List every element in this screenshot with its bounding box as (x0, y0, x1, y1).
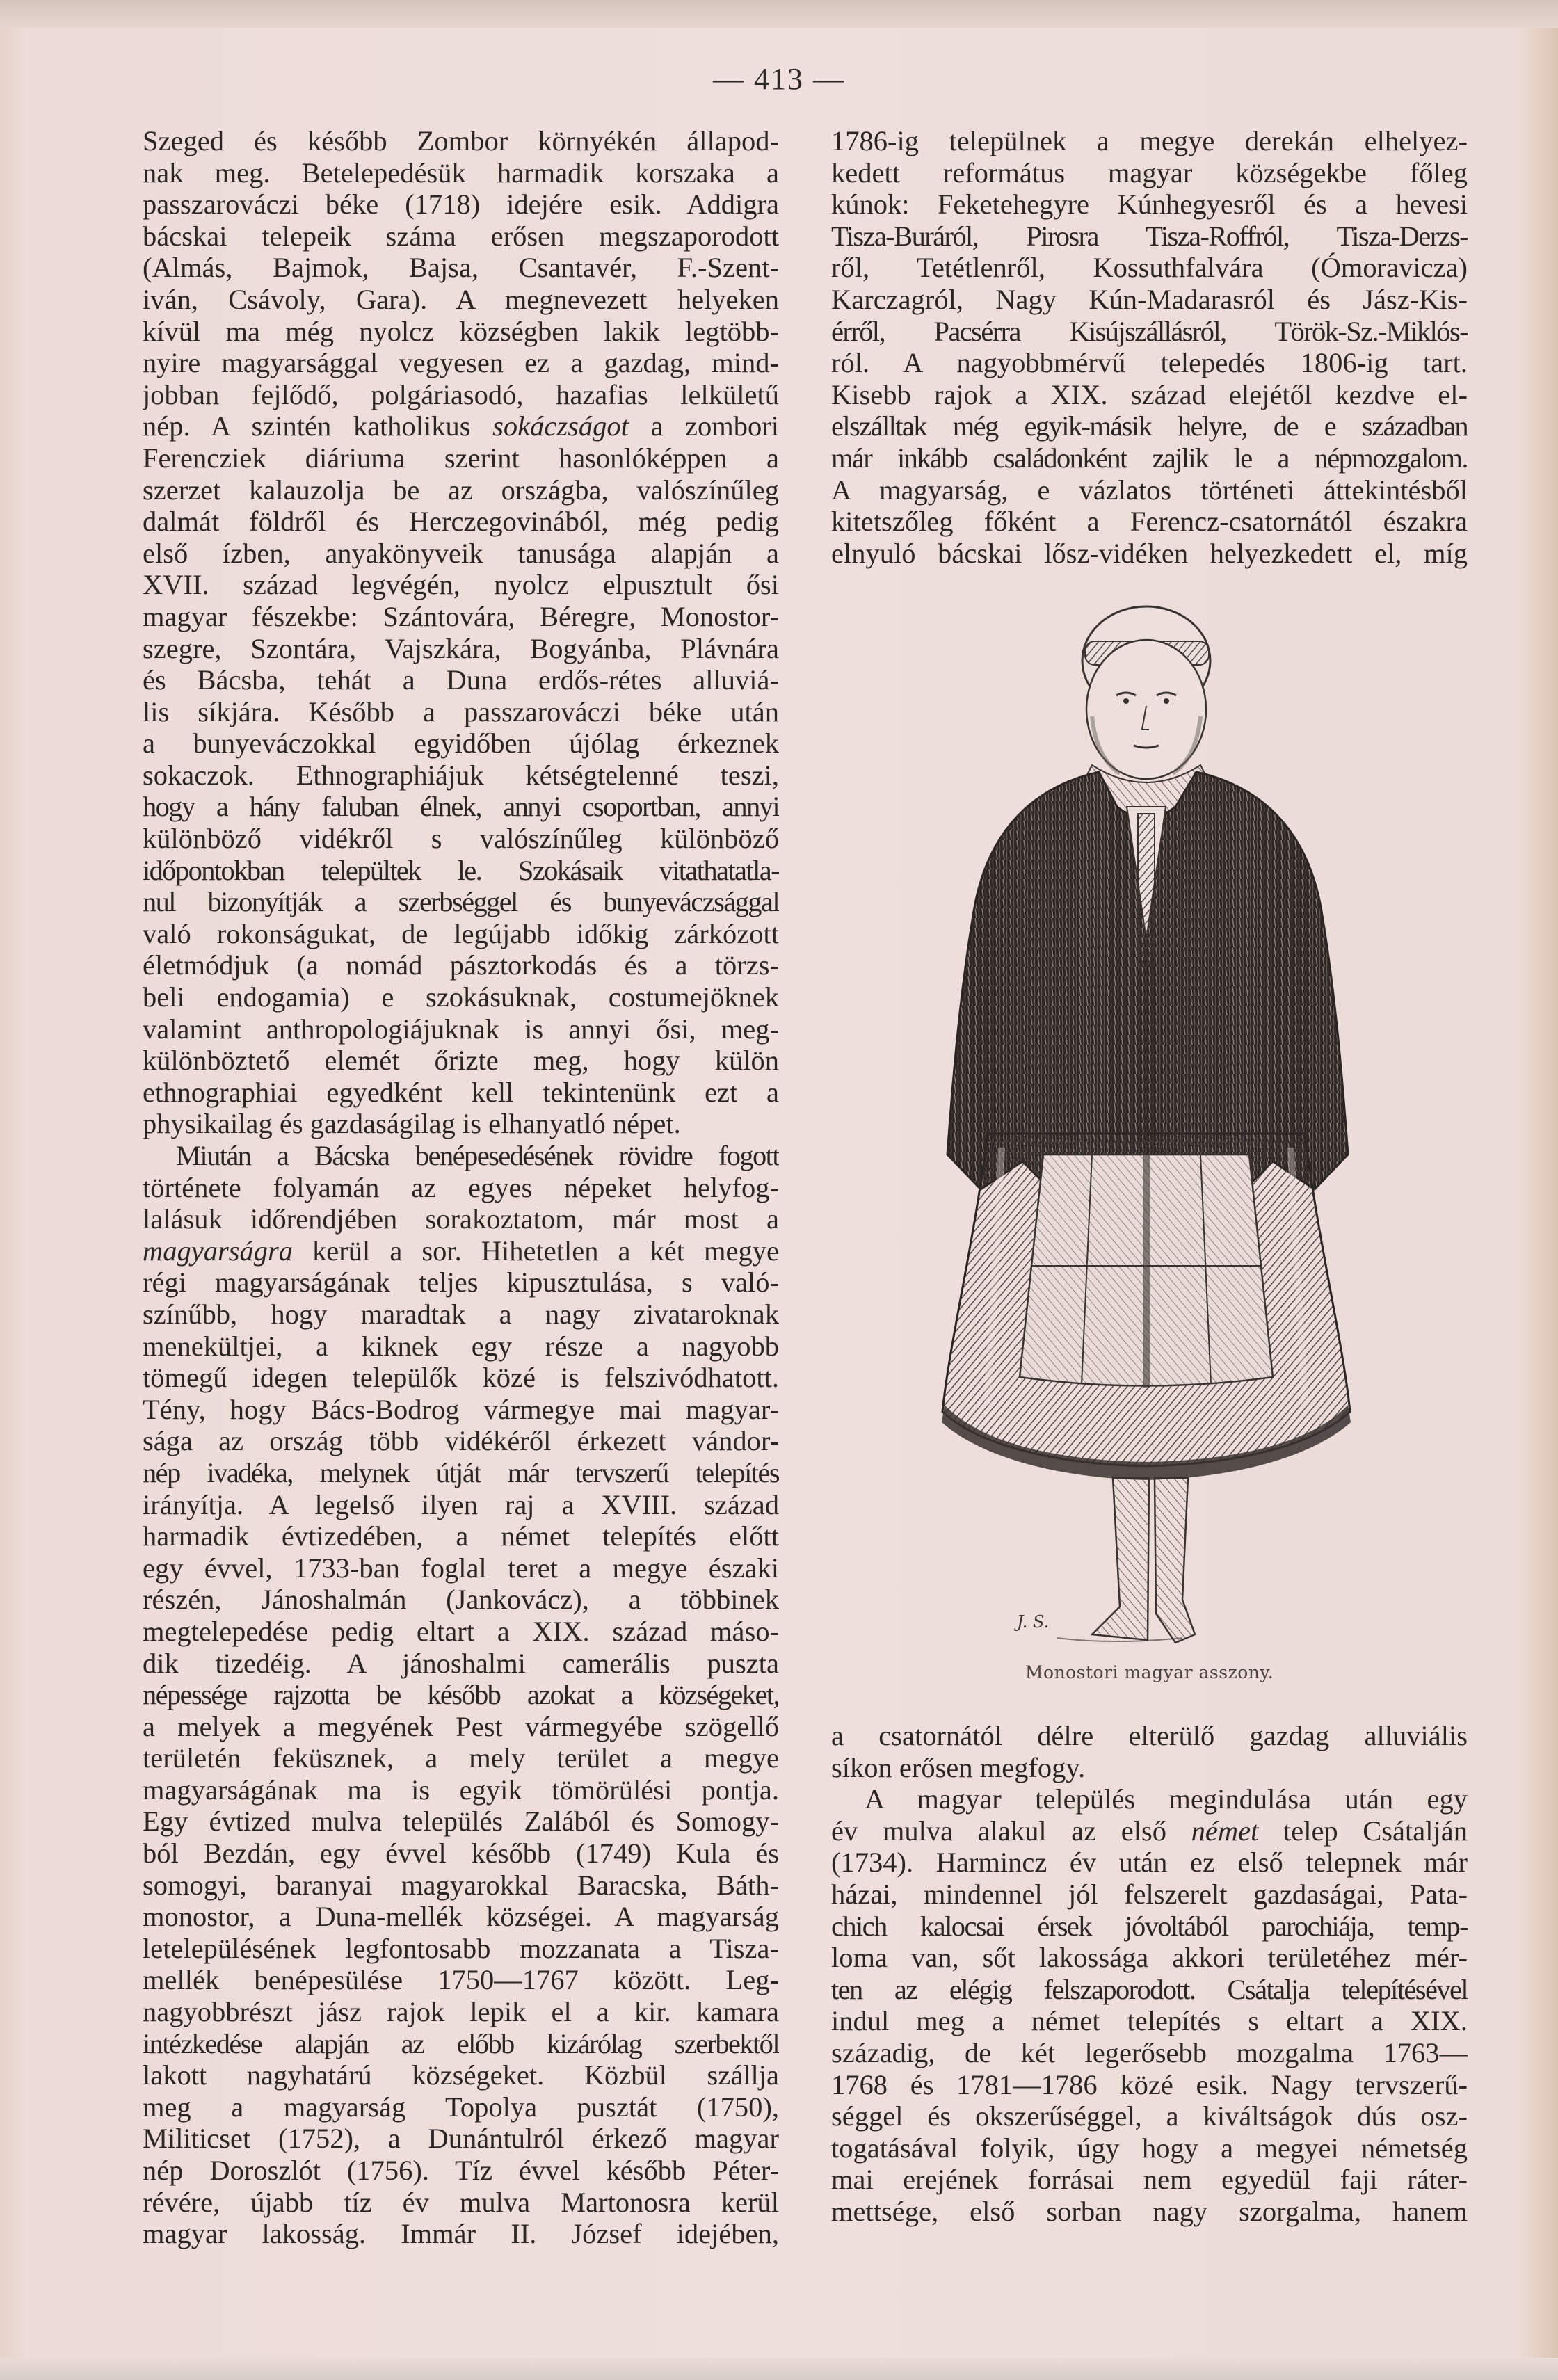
text-line: letelepülésének legfontosabb mozzanata a Tisza- (143, 1932, 779, 1964)
text-line: 1786-ig települnek a megye derekán elhelyez- (831, 125, 1468, 156)
text-line-with-italic (831, 1815, 1468, 1847)
left-column (143, 125, 779, 2250)
right-column-top (831, 125, 1468, 569)
text-line: nul bizonyítják a szerbséggel és bunyeváczsággal (143, 886, 779, 918)
text-line: házai, mindennel jól felszerelt gazdaságai, Pata- (831, 1878, 1468, 1910)
text-line: révére, újabb tíz év mulva Martonosra kerül (143, 2186, 779, 2218)
text-line: iván, Csávoly, Gara). A megnevezett helyeken (143, 283, 779, 315)
text-line: ról. A nagyobbmérvű telepedés 1806-ig tart. (831, 347, 1468, 379)
text-line: chich kalocsai érsek jóvoltából parochiája, temp- (831, 1910, 1468, 1942)
page-number: — 413 — (713, 62, 845, 96)
text-line: mettsége, első sorban nagy szorgalma, hanem (831, 2195, 1468, 2227)
right-column-bottom (831, 1720, 1468, 2228)
text-line: és Bácsba, tehát a Duna erdős-rétes alluviá- (143, 664, 779, 696)
text-line: mai erejének forrásai nem egyedül faji ráter- (831, 2164, 1468, 2196)
text-line: lalásuk időrendjében sorakoztatom, már most a (143, 1203, 779, 1235)
text-line: különböztető elemét őrizte meg, hogy külön (143, 1045, 779, 1077)
text-line: ethnographiai egyedként kell tekintenünk ezt a (143, 1076, 779, 1108)
text-line: területén feküsznek, a mely terület a megye (143, 1742, 779, 1774)
text-line: irányítja. A legelső ilyen raj a XVIII. század (143, 1488, 779, 1520)
text-line: nép ivadéka, melynek útját már tervszerű telepítés (143, 1456, 779, 1488)
text-line: nyire magyarsággal vegyesen ez a gazdag, mind- (143, 347, 779, 379)
text-line: valamint anthropologiájuknak is annyi ősi, meg- (143, 1013, 779, 1045)
text-line: XVII. század legvégén, nyolcz elpusztult ősi (143, 569, 779, 601)
text-line: ból Bezdán, egy évvel később (1749) Kula és (143, 1838, 779, 1870)
text-line: meg a magyarság Topolya pusztát (1750), (143, 2091, 779, 2123)
text-run: telep Csátalján (1258, 1815, 1468, 1847)
illustration-woman-in-folk-costume (883, 577, 1412, 1655)
text-line: lakott nagyhatárú községeket. Közbül szállja (143, 2059, 779, 2091)
text-line: A magyarság, e vázlatos történeti áttekintésből (831, 474, 1468, 506)
text-line: a melyek a megyének Pest vármegyébe szögellő (143, 1710, 779, 1742)
text-line: Miután a Bácska benépesedésének rövidre fogott (176, 1140, 779, 1171)
text-line: ről, Tetétlenről, Kossuthfalvára (Ómoravicza) (831, 252, 1468, 284)
italic-term: sokáczságot (492, 410, 629, 442)
text-line: Tisza-Buráról, Pirosra Tisza-Roffról, Tisza-Derzs- (831, 220, 1468, 252)
text-line: togatásával folyik, úgy hogy a megyei németség (831, 2132, 1468, 2164)
text-line: egy évvel, 1733-ban foglal teret a megye északi (143, 1552, 779, 1584)
text-line: ten az elégig felszaporodott. Csátalja telepítésével (831, 1973, 1468, 2005)
text-line: a bunyeváczokkal egyidőben újólag érkeznek (143, 727, 779, 759)
text-line: menekültjei, a kiknek egy része a nagyobb (143, 1330, 779, 1362)
page-bottom-edge (0, 2358, 1558, 2380)
text-line: elszálltak még egyik-másik helyre, de e században (831, 410, 1468, 442)
text-line: színűbb, hogy maradtak a nagy zivataroknak (143, 1298, 779, 1330)
text-line: megtelepedése pedig eltart a XIX. század máso- (143, 1615, 779, 1647)
text-line: magyar lakosság. Immár II. József idejében, (143, 2218, 779, 2250)
text-line: kitetszőleg főként a Ferencz-csatornától északra (831, 506, 1468, 538)
text-line: első ízben, anyakönyveik tanusága alapján a (143, 537, 779, 569)
text-line: kedett református magyar községekbe főleg (831, 156, 1468, 188)
text-line: harmadik évtizedében, a német telepítés előtt (143, 1520, 779, 1552)
text-line: régi magyarságának teljes kipusztulása, s való- (143, 1267, 779, 1298)
text-line: szerzet kalauzolja be az országba, valószínűleg (143, 474, 779, 506)
text-line: A magyar település megindulása után egy (865, 1783, 1468, 1815)
text-line-with-italic (143, 1235, 779, 1267)
text-line: séggel és okszerűséggel, a kiváltságok dús osz- (831, 2100, 1468, 2132)
text-line: története folyamán az egyes népeket helyfog- (143, 1171, 779, 1203)
text-run: kerül a sor. Hihetetlen a két megye (293, 1235, 779, 1267)
figure-caption: Monostori magyar asszony. (1025, 1662, 1274, 1682)
text-line: bácskai telepeik száma erősen megszaporodott (143, 220, 779, 252)
text-line: síkon erősen megfogy. (831, 1751, 1086, 1783)
text-line: időpontokban települtek le. Szokásaik vitathatatla- (143, 854, 779, 886)
text-line: sága az ország több vidékéről érkezett vándor- (143, 1425, 779, 1457)
text-line: való rokonságukat, de legújabb időkig zárkózott (143, 917, 779, 949)
text-line: Egy évtized mulva település Zalából és Somogy- (143, 1806, 779, 1838)
text-line: Tény, hogy Bács-Bodrog vármegye mai magyar- (143, 1393, 779, 1425)
text-line: beli endogamia) e szokásuknak, costumejöknek (143, 981, 779, 1013)
text-line: indul meg a német telepítés s eltart a XIX. (831, 2005, 1468, 2037)
text-line: intézkedése alapján az előbb kizárólag szerbektől (143, 2027, 779, 2059)
text-line: passzarováczi béke (1718) idejére esik. Addigra (143, 188, 779, 220)
text-line: mellék benépesülése 1750—1767 között. Leg- (143, 1964, 779, 1996)
text-line: Szeged és később Zombor környékén állapod- (143, 125, 779, 156)
text-line: magyar fészekbe: Szántovára, Béregre, Monostor- (143, 600, 779, 632)
text-line: lis síkjára. Később a passzarováczi béke után (143, 695, 779, 727)
text-line: somogyi, baranyai magyarokkal Baracska, Báth- (143, 1869, 779, 1901)
text-line: kívül ma még nyolcz községben lakik legtöbb- (143, 315, 779, 347)
text-line: dik tizedéig. A jánoshalmi camerális puszta (143, 1647, 779, 1679)
text-line: népessége rajzotta be később azokat a községeket, (143, 1679, 779, 1711)
legs (1057, 1478, 1195, 1643)
text-line: physikailag és gazdaságilag is elhanyatló népet. (143, 1108, 681, 1140)
text-line: dalmát földről és Herczegovinából, még pedig (143, 506, 779, 538)
page-top-edge (0, 0, 1558, 28)
text-run: év mulva alakul az első (831, 1815, 1191, 1847)
text-line: érről, Pacsérra Kisújszállásról, Török-Sz.-Miklós- (831, 315, 1468, 347)
text-line: nép Doroszlót (1756). Tíz évvel később Péter- (143, 2155, 779, 2186)
text-line: jobban fejlődő, polgáriasodó, hazafias lelkületű (143, 378, 779, 410)
text-line: monostor, a Duna-mellék községei. A magyarság (143, 1901, 779, 1933)
text-line: Ferencziek diáriuma szerint hasonlóképpen a (143, 442, 779, 474)
text-line: magyarságának ma is egyik tömörülési pontja. (143, 1774, 779, 1806)
text-line: nak meg. Betelepedésük harmadik korszaka a (143, 156, 779, 188)
text-line: életmódjuk (a nomád pásztorkodás és a törzs- (143, 949, 779, 981)
text-run: nép. A szintén katholikus (143, 410, 493, 442)
text-line: nagyobbrészt jász rajok lepik el a kir. kamara (143, 1996, 779, 2028)
text-line: a csatornától délre elterülő gazdag alluviális (831, 1720, 1468, 1751)
text-line: századig, de két legerősebb mozgalma 1763— (831, 2036, 1468, 2068)
text-line: különböző vidékről s valószínűleg különböző (143, 823, 779, 855)
text-run: a zombori (628, 410, 779, 442)
artist-signature: J. S. (1017, 1612, 1050, 1632)
text-line: (1734). Harmincz év után ez első telepnek már (831, 1847, 1468, 1879)
italic-term: magyarságra (143, 1235, 294, 1267)
text-line: loma van, sőt lakossága akkori területéhez mér- (831, 1942, 1468, 1974)
text-line: sokaczok. Ethnographiájuk kétségtelenné teszi, (143, 759, 779, 791)
text-line: Karczagról, Nagy Kún-Madarasról és Jász-Kis- (831, 283, 1468, 315)
text-line: részén, Jánoshalmán (Jankovácz), a többinek (143, 1584, 779, 1616)
italic-term: német (1191, 1815, 1259, 1847)
face (1086, 640, 1206, 779)
text-line: már inkább családonként zajlik le a népmozgalom. (831, 442, 1468, 474)
text-line: tömegű idegen települők közé is felszivódhatott. (143, 1362, 779, 1394)
text-line: (Almás, Bajmok, Bajsa, Csantavér, F.-Szent- (143, 252, 779, 284)
text-line: elnyuló bácskai lősz-vidéken helyezkedett el, míg (831, 537, 1468, 569)
text-line-with-italic (143, 410, 779, 442)
text-line: kúnok: Feketehegyre Kúnhegyesről és a hevesi (831, 188, 1468, 220)
text-line: Militicset (1752), a Dunántulról érkező magyar (143, 2123, 779, 2155)
text-line: szegre, Szontára, Vajszkára, Bogyánba, Plávnára (143, 632, 779, 664)
text-line: 1768 és 1781—1786 közé esik. Nagy tervszerű- (831, 2068, 1468, 2100)
text-line: Kisebb rajok a XIX. század elejétől kezdve el- (831, 378, 1468, 410)
text-line: hogy a hány faluban élnek, annyi csoportban, annyi (143, 791, 779, 823)
